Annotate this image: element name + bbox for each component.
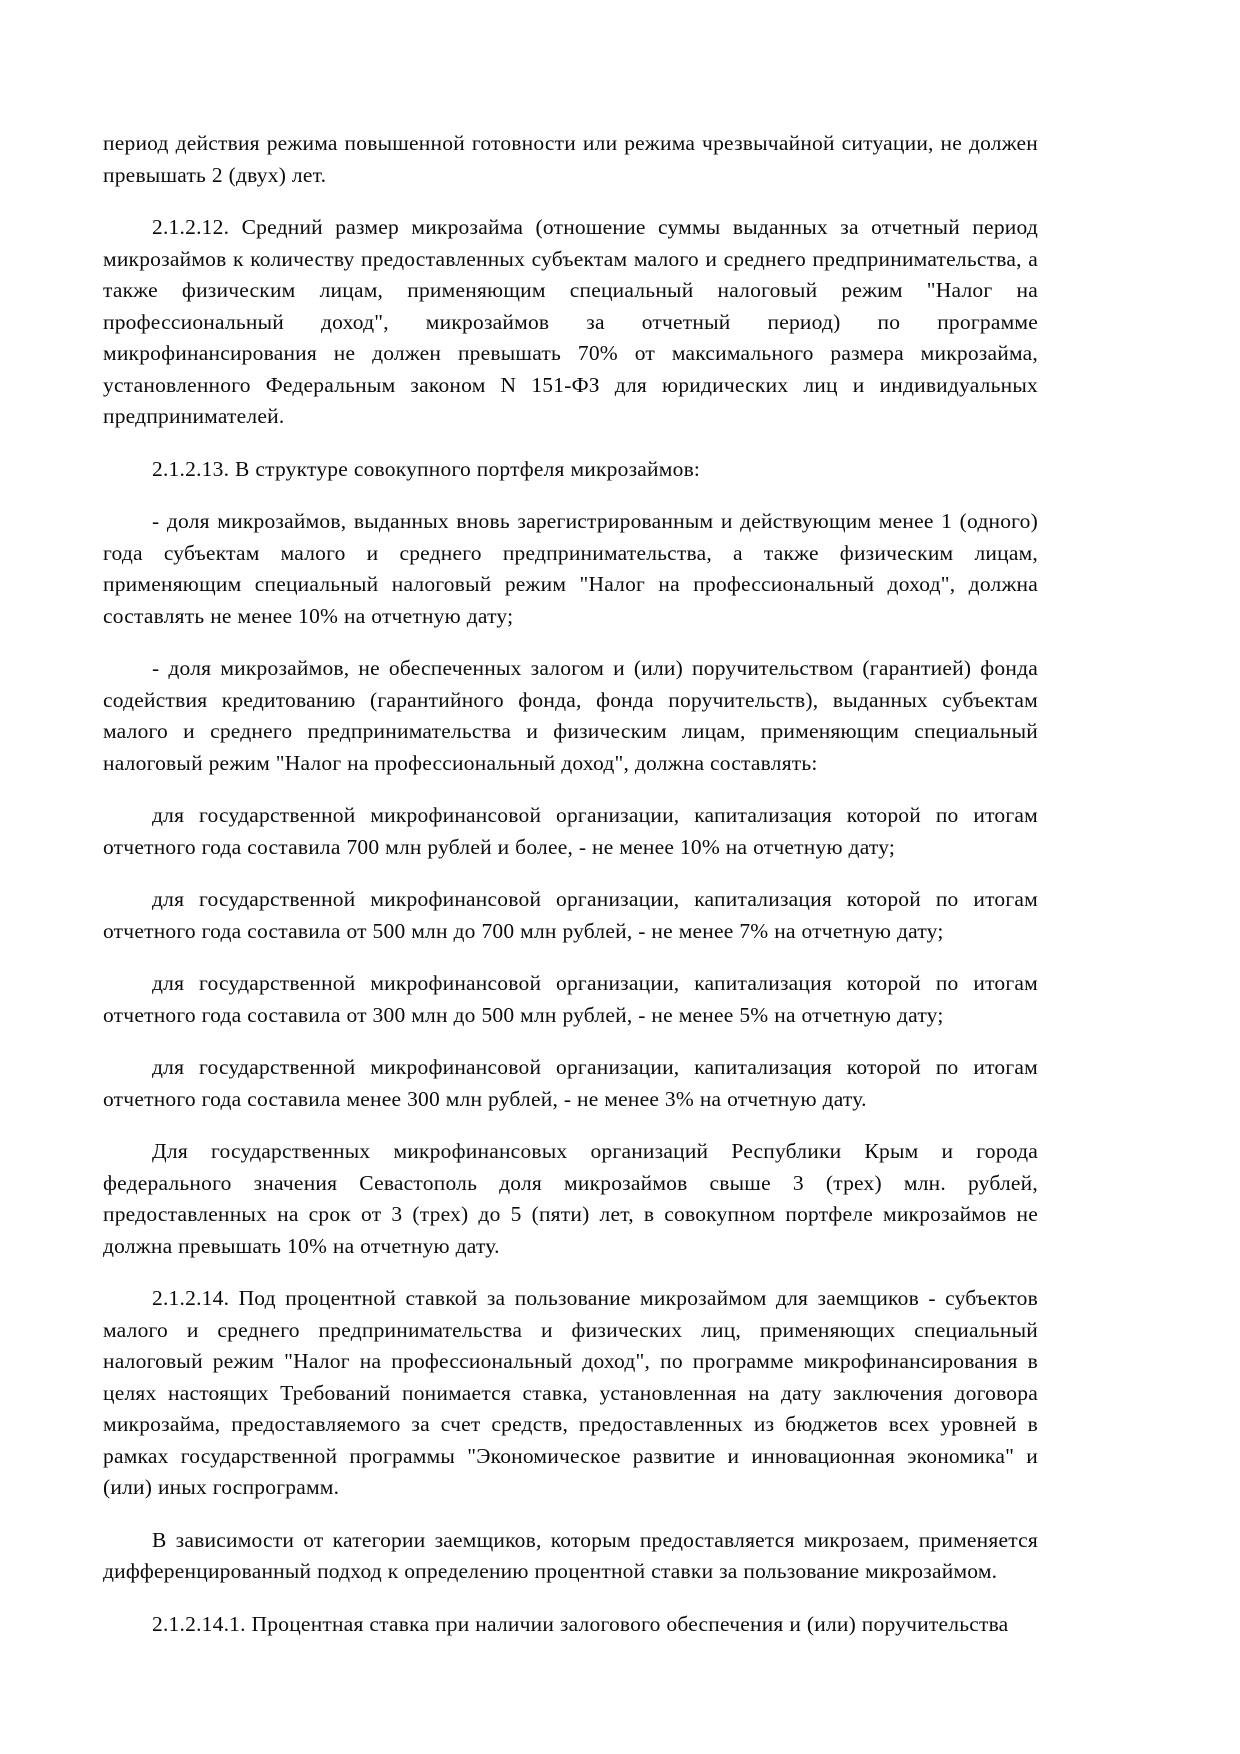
paragraph: Для государственных микрофинансовых организаций Республики Крым и города федерального значения Севастополь доля микрозаймов свыше 3 (трех) млн. рублей, предоставленных на срок от 3 (трех) до 5 (пяти) лет, в совокупном портфеле микрозаймов не должна превышать 10% на отчетную дату. — [103, 1139, 1038, 1258]
paragraph: для государственной микрофинансовой организации, капитализация которой по итогам отчетного года составила от 500 млн до 700 млн рублей, - не менее 7% на отчетную дату; — [103, 887, 1038, 943]
document-body — [103, 128, 1038, 1640]
paragraph: - доля микрозаймов, не обеспеченных залогом и (или) поручительством (гарантией) фонда содействия кредитованию (гарантийного фонда, фонда поручительств), выданных субъектам малого и среднего предпринимательства и физическим лицам, применяющим специальный налоговый режим "Налог на профессиональный доход", должна составлять: — [103, 656, 1038, 775]
paragraph: - доля микрозаймов, выданных вновь зарегистрированным и действующим менее 1 (одного) года субъектам малого и среднего предпринимательства, а также физическим лицам, применяющим специальный налоговый режим "Налог на профессиональный доход", должна составлять не менее 10% на отчетную дату; — [103, 509, 1038, 628]
paragraph: для государственной микрофинансовой организации, капитализация которой по итогам отчетного года составила менее 300 млн рублей, - не менее 3% на отчетную дату. — [103, 1055, 1038, 1111]
paragraph: для государственной микрофинансовой организации, капитализация которой по итогам отчетного года составила от 300 млн до 500 млн рублей, - не менее 5% на отчетную дату; — [103, 971, 1038, 1027]
paragraph: для государственной микрофинансовой организации, капитализация которой по итогам отчетного года составила 700 млн рублей и более, - не менее 10% на отчетную дату; — [103, 803, 1038, 859]
paragraph: 2.1.2.13. В структуре совокупного портфеля микрозаймов: — [152, 456, 701, 481]
paragraph: В зависимости от категории заемщиков, которым предоставляется микрозаем, применяется дифференцированный подход к определению процентной ставки за пользование микрозаймом. — [103, 1527, 1038, 1583]
paragraph: 2.1.2.14. Под процентной ставкой за пользование микрозаймом для заемщиков - субъектов малого и среднего предпринимательства и физических лиц, применяющих специальный налоговый режим "Налог на профессиональный доход", по программе микрофинансирования в целях настоящих Требований понимается ставка, установленная на дату заключения договора микрозайма, предоставляемого за счет средств, предоставленных из бюджетов всех уровней в рамках государственной программы "Экономическое развитие и инновационная экономика" и (или) иных госпрограмм. — [103, 1286, 1038, 1499]
paragraph: 2.1.2.12. Средний размер микрозайма (отношение суммы выданных за отчетный период микрозаймов к количеству предоставленных субъектам малого и среднего предпринимательства, а также физическим лицам, применяющим специальный налоговый режим "Налог на профессиональный доход", микрозаймов за отчетный период) по программе микрофинансирования не должен превышать 70% от максимального размера микрозайма, установленного Федеральным законом N 151-ФЗ для юридических лиц и индивидуальных предпринимателей. — [103, 215, 1038, 428]
paragraph: 2.1.2.14.1. Процентная ставка при наличии залогового обеспечения и (или) поручительства — [152, 1611, 1009, 1636]
paragraph: период действия режима повышенной готовности или режима чрезвычайной ситуации, не должен превышать 2 (двух) лет. — [103, 131, 1038, 187]
